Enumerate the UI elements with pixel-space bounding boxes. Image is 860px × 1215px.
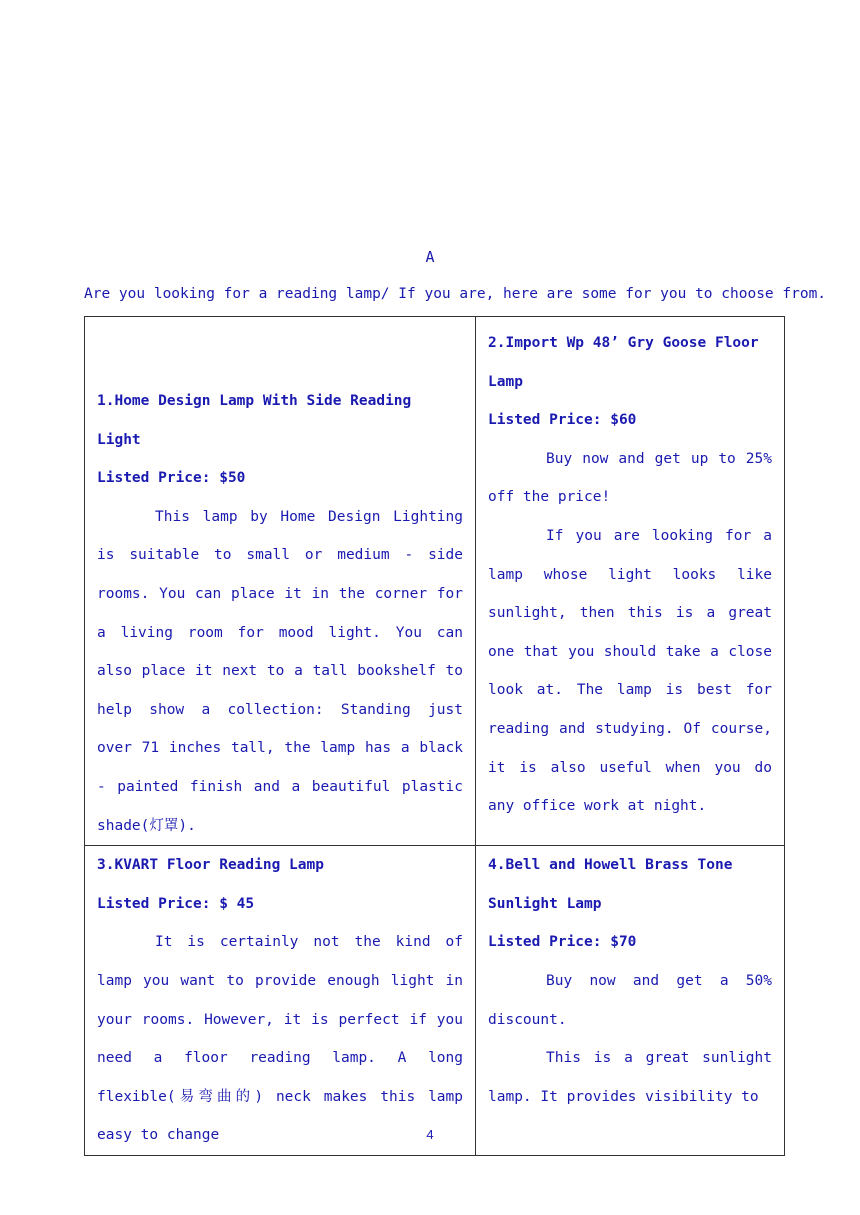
intro-text: Are you looking for a reading lamp/ If you are, here are some for you to choose from. [84,286,827,302]
lamp-title: 1.Home Design Lamp With Side Reading Light [97,393,412,448]
section-letter: A [425,248,435,266]
page-number: 4 [426,1127,434,1142]
lamp-title: 2.Import Wp 48’ Gry Goose Floor Lamp [488,335,759,390]
lamp-cell-1 [85,317,476,846]
lamp-cell-3 [85,846,476,1156]
lamp-title: 4.Bell and Howell Brass Tone Sunlight Lamp [488,857,733,912]
lamp-price: Listed Price: $ 45 [97,895,255,912]
table-row [85,846,785,1156]
lamp-description: This lamp by Home Design Lighting is suitable to small or medium - side rooms. You can place it in the corner for a living room for mood light. You can also place it next to a tall bookshelf to help show a collection: Standing just over 71 inches tall, the lamp has a black - painted finish and a beautiful plastic shade(灯罩). [97,508,463,834]
lamp-price: Listed Price: $70 [488,934,637,951]
table-row [85,317,785,846]
lamp-title: 3.KVART Floor Reading Lamp [97,857,324,874]
lamp-price: Listed Price: $50 [97,470,246,487]
lamp-cell-2 [476,317,785,846]
lamp-table [84,316,785,1156]
lamp-description: It is certainly not the kind of lamp you want to provide enough light in your rooms. However, it is perfect if you need a floor reading lamp. A long flexible(易弯曲的) neck makes this lamp easy to change [97,934,463,1144]
lamp-description: If you are looking for a lamp whose light looks like sunlight, then this is a great one that you should take a close look at. The lamp is best for reading and studying. Of course, it is also useful when you do any office work at night. [488,527,772,815]
lamp-description: This is a great sunlight lamp. It provides visibility to [488,1050,772,1105]
lamp-description: Buy now and get up to 25% off the price! [488,450,772,506]
lamp-cell-4 [476,846,785,1156]
lamp-description: Buy now and get a 50% discount. [488,972,772,1028]
lamp-price: Listed Price: $60 [488,412,637,429]
